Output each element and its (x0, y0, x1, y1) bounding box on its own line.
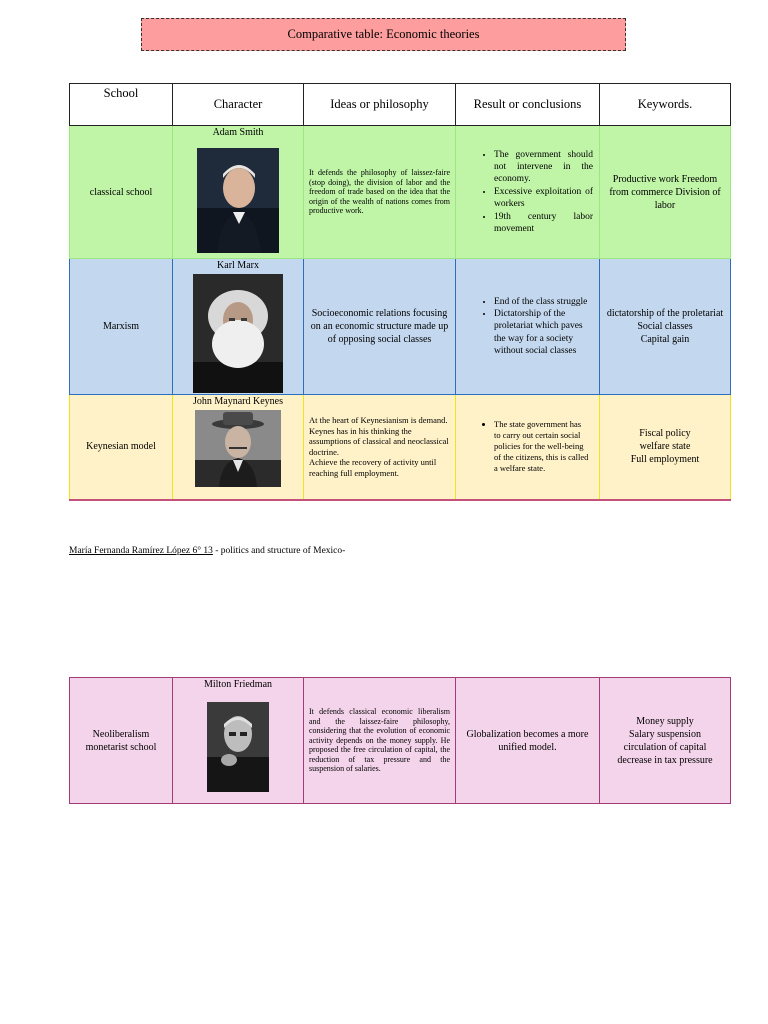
table-header-row (70, 84, 731, 126)
character-cell (173, 678, 304, 804)
keyword: Full employment (630, 454, 700, 466)
character-name: Milton Friedman (203, 679, 273, 690)
header-keywords: Keywords. (600, 84, 731, 126)
ideas-text: It defends the philosophy of laissez-faire (stop doing), the division of labor and the freedom of trade based on the idea that the origin of the wealth of nations comes from productive work. (309, 168, 450, 216)
header-result: Result or conclusions (456, 84, 600, 126)
ideas-text-2: Achieve the recovery of activity until reaching full employment. (309, 457, 437, 478)
portrait-john-maynard-keynes (195, 410, 281, 487)
result-item: • Excessive exploitation of workers (494, 186, 593, 211)
author-line (69, 546, 345, 556)
keywords-cell (600, 395, 731, 500)
result-item: • The state government has to carry out certain social policies for the well-being of the citizens, this is called a welfare state. (494, 419, 589, 474)
result-item: • Dictatorship of the proletariat which paves the way for a society without social classes (494, 308, 593, 357)
keyword: Money supply (636, 715, 694, 727)
ideas-cell (304, 126, 456, 259)
ideas-text: It defends classical economic liberalism and the laissez-faire philosophy, considering that the evolution of economic activity depends on the money supply. He proposed the free circulation of capital, the reduction of tax pressure and the suspension of salaries. (309, 706, 450, 774)
character-cell (173, 259, 304, 395)
portrait-adam-smith (197, 148, 279, 253)
school-cell: Marxism (70, 259, 173, 395)
header-character: Character (173, 84, 304, 126)
portrait-karl-marx (193, 274, 283, 393)
ideas-text: Socioeconomic relations focusing on an economic structure made up of opposing social classes (310, 308, 449, 345)
page-title: Comparative table: Economic theories (141, 18, 626, 51)
result-item: • The government should not intervene in the economy. (494, 149, 593, 186)
result-cell (456, 126, 600, 259)
result-item: • 19th century labor movement (494, 211, 593, 236)
header-school: School (70, 84, 173, 126)
character-cell (173, 126, 304, 259)
author-subject: - politics and structure of Mexico- (212, 546, 346, 556)
keyword: circulation of capital (623, 741, 707, 753)
keyword: welfare state (639, 441, 691, 453)
keyword: Salary suspension (629, 728, 701, 740)
keyword: Capital gain (640, 334, 690, 345)
ideas-cell (304, 678, 456, 804)
table-row (70, 395, 731, 500)
keywords-cell (600, 678, 731, 804)
character-name: Karl Marx (217, 260, 259, 271)
character-name: John Maynard Keynes (193, 396, 283, 407)
keywords-cell (600, 126, 731, 259)
author-name: María Fernanda Ramírez López 6° 13 (69, 546, 213, 556)
keyword: Social classes (637, 321, 693, 332)
header-ideas: Ideas or philosophy (304, 84, 456, 126)
keywords-text: Productive work Freedom from commerce Division of labor (609, 173, 721, 211)
school-cell: classical school (70, 126, 173, 259)
table-row (70, 126, 731, 259)
result-cell (456, 678, 600, 804)
portrait-milton-friedman (207, 702, 269, 792)
result-cell (456, 259, 600, 395)
ideas-cell (304, 259, 456, 395)
school-cell: Neoliberalism monetarist school (70, 678, 173, 804)
keyword: dictatorship of the proletariat (606, 308, 724, 319)
result-text: Globalization becomes a more unified model. (466, 728, 589, 753)
keywords-cell (600, 259, 731, 395)
table-row (70, 678, 731, 804)
result-cell (456, 395, 600, 500)
ideas-cell (304, 395, 456, 500)
keyword: Fiscal policy (639, 428, 691, 440)
ideas-text: At the heart of Keynesianism is demand. Keynes has in his thinking the assumptions of classical and neoclassical doctrine. (309, 414, 449, 457)
table-row (70, 259, 731, 395)
character-name: Adam Smith (212, 127, 264, 138)
character-cell (173, 395, 304, 500)
comparative-table-continued (69, 677, 731, 804)
result-item: • End of the class struggle (494, 296, 593, 308)
school-cell: Keynesian model (70, 395, 173, 500)
comparative-table (69, 83, 731, 501)
keyword: decrease in tax pressure (617, 754, 713, 766)
